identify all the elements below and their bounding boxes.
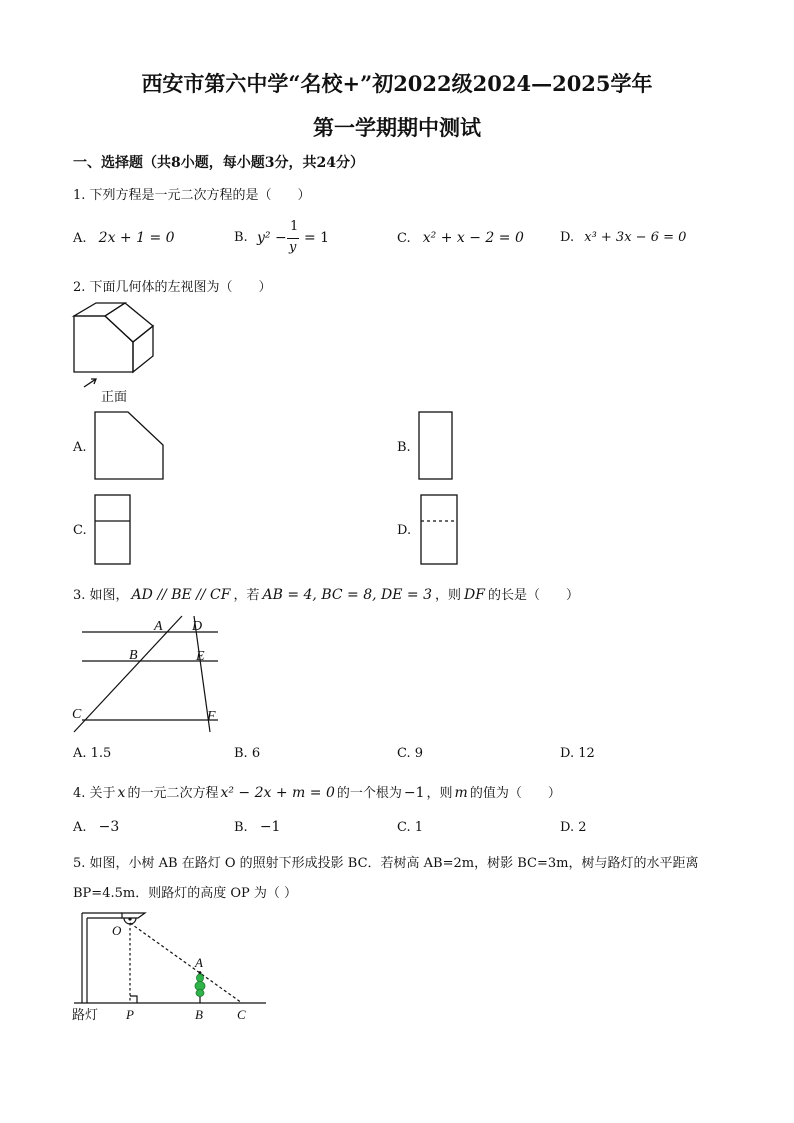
q4-option-a-value: −3 [98, 819, 120, 835]
q3-option-c: C. 9 [397, 746, 424, 761]
q2-option-d-letter: D. [397, 523, 412, 538]
q1-option-c-letter: C. [397, 231, 411, 246]
q2-option-a-letter: A. [73, 440, 87, 455]
q5-label-a: A [195, 955, 203, 970]
q1-option-c-expr: x² + x − 2 = 0 [422, 230, 524, 246]
q5-label-p: P [126, 1007, 134, 1022]
q2-option-a-figure [94, 411, 166, 483]
q1-option-b-letter: B. [234, 230, 248, 245]
q4-stem-param: m [454, 785, 468, 801]
q4-stem [73, 782, 561, 801]
q3-stem [73, 584, 579, 603]
q1-option-a-letter: A. [73, 231, 87, 246]
q1-option-a [73, 230, 175, 246]
q4-stem-mid2: 的一个根为 [336, 786, 402, 801]
q5-stem-line2: BP=4.5m．则路灯的高度 OP 为（ ） [73, 886, 297, 901]
q5-right-angle-mark [130, 996, 137, 1003]
q4-option-b [234, 819, 280, 835]
q3-stem-parallel: AD // BE // CF [131, 587, 231, 603]
q4-stem-mid3: ，则 [426, 786, 453, 801]
q1-option-d [560, 230, 686, 245]
q4-stem-mid1: 的一元二次方程 [127, 786, 219, 801]
q5-light-ray-oc [130, 923, 242, 1003]
q1-option-b [234, 230, 248, 245]
q1-stem: 1. 下列方程是一元二次方程的是（ ） [73, 188, 311, 203]
q4-stem-suffix: 的值为（ ） [469, 786, 561, 801]
q3-label-b: B [129, 648, 138, 663]
q5-stem-line1: 5. 如图，小树 AB 在路灯 O 的照射下形成投影 BC．若树高 AB=2m，树影 BC=3m，树与路灯的水平距离 [73, 856, 699, 871]
q3-label-f: F [207, 709, 216, 724]
q1-option-a-expr: 2x + 1 = 0 [98, 230, 175, 246]
q1-option-b-denominator: y [289, 240, 297, 255]
q3-stem-prefix: 3. 如图， [73, 588, 129, 603]
q3-stem-given: AB = 4, BC = 8, DE = 3 [262, 587, 433, 603]
q2-solid-top-face [74, 303, 125, 316]
q2-option-b-figure [418, 411, 454, 481]
q5-label-o: O [112, 923, 122, 938]
q4-option-a-letter: A. [73, 820, 87, 835]
q2-stem: 2. 下面几何体的左视图为（ ） [73, 280, 272, 295]
q4-option-a [73, 819, 119, 835]
q4-option-d: D. 2 [560, 820, 587, 835]
q1-option-d-letter: D. [560, 230, 575, 245]
q4-option-b-value: −1 [259, 819, 281, 835]
q1-option-c [397, 230, 524, 246]
section-heading: 一、选择题（共8小题，每小题3分，共24分） [73, 155, 364, 171]
q3-label-c: C [72, 707, 82, 722]
q4-stem-equation: x² − 2x + m = 0 [220, 785, 335, 801]
q5-lamp-label: 路灯 [72, 1007, 99, 1022]
q3-option-d: D. 12 [560, 746, 595, 761]
q4-stem-var: x [117, 785, 126, 801]
q2-solid-side-face [133, 326, 153, 372]
q3-stem-target: DF [464, 587, 485, 603]
q1-option-b-fraction-bar [287, 238, 299, 239]
q1-option-d-expr: x³ + 3x − 6 = 0 [584, 230, 687, 245]
q3-option-b: B. 6 [234, 746, 261, 761]
q2-option-d-figure [420, 494, 460, 566]
q5-tree-icon [195, 974, 205, 997]
q3-figure [70, 612, 230, 734]
q1-option-b-left: y² − [257, 230, 287, 246]
q5-point-o [128, 917, 131, 920]
q5-figure [70, 905, 270, 1030]
q3-stem-suffix: 的长是（ ） [488, 588, 580, 603]
q2-option-b-letter: B. [397, 440, 411, 455]
q4-option-c: C. 1 [397, 820, 424, 835]
q3-stem-mid1: ，若 [233, 588, 260, 603]
q2-front-label: 正面 [101, 390, 128, 405]
q1-option-b-right: = 1 [304, 230, 330, 246]
q4-stem-root: −1 [403, 785, 425, 801]
q3-stem-mid2: ，则 [435, 588, 462, 603]
q5-label-c: C [237, 1007, 246, 1022]
q4-stem-prefix: 4. 关于 [73, 786, 116, 801]
q3-label-a: A [154, 619, 163, 634]
q3-option-a: A. 1.5 [73, 746, 112, 761]
q2-option-c-figure [94, 494, 132, 566]
exam-title-line1: 西安市第六中学“名校+”初2022级2024—2025学年 [141, 71, 653, 96]
q3-label-e: E [196, 649, 205, 664]
q3-label-d: D [192, 619, 203, 634]
q2-option-c-letter: C. [73, 523, 87, 538]
q5-lamp-head [122, 913, 145, 918]
q2-solid-slant-face [105, 303, 153, 342]
exam-title-line2: 第一学期期中测试 [313, 115, 481, 140]
q5-label-b: B [195, 1007, 203, 1022]
q3-transversal-abc [74, 616, 182, 732]
q1-option-b-numerator: 1 [290, 219, 299, 234]
q2-solid-front-face [74, 316, 133, 372]
q4-option-b-letter: B. [234, 820, 248, 835]
